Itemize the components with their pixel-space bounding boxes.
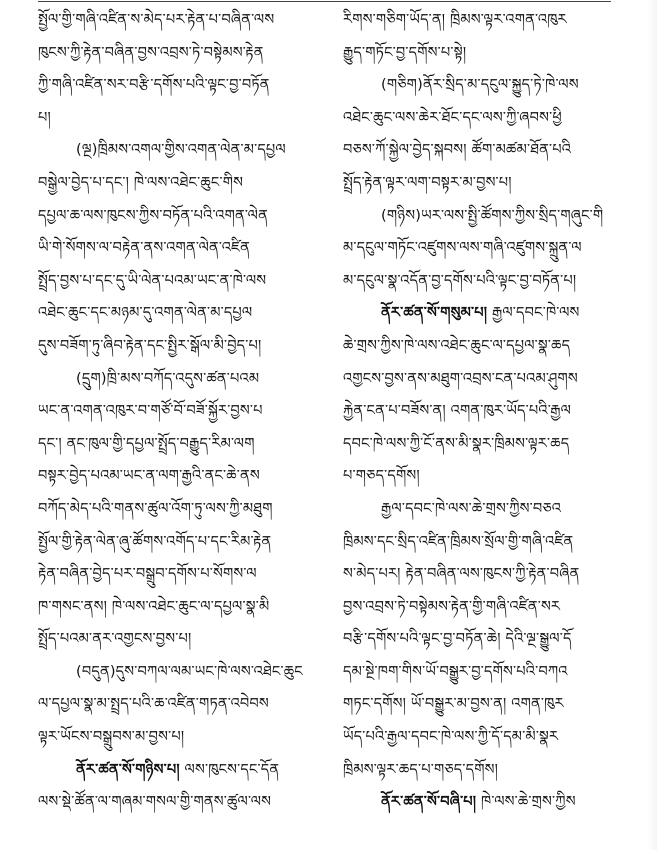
text-line: ཡང་ན་འགན་འཁུར་བ་གཙོ་བོ་བཟོ་སྐྱོར་བྱས་པ [38, 403, 263, 420]
text-line: བསྒྱེལ་བྱེད་པ་དང་། ཁེ་ལས་འཐེང་ཆུང་གིས [38, 174, 244, 191]
text-line: འགྱངས་བྱས་ནས་མཐུག་འབྲས་ངན་པའམ་ཤུགས [343, 370, 578, 387]
text-line: ལས་སྡེ་ཚོན་ལ་གཞམ་གསལ་གྱི་གནས་ཚུལ་ལས [38, 794, 272, 811]
article-heading: ནོར་ཚན་སོ་བཞི་པ། [381, 794, 477, 811]
text-line: འཐེང་ཆུང་དང་མཉམ་དུ་འགན་ལེན་མ་དཔྱལ [38, 305, 253, 322]
text-line: རྟེན་བཞིན་བྱེད་པར་བསྒྲུབ་དགོས་པ་སོགས་ལ [38, 566, 257, 583]
text-line: སྤྲོད་པའམ་ནར་འགྱངས་བྱས་པ། [38, 631, 192, 648]
text-line: ལྟར་ཡོངས་བསྒྲུབས་མ་བྱས་པ། [38, 729, 185, 746]
text-line: སྤྲོད་བྱས་པ་དང་དུ་ཡི་ལེན་པའམ་ཡང་ན་ཁེ་ལས [38, 272, 267, 289]
text-line: (དྲུག)ཁྲི་མས་བཀོད་འདུས་ཚན་པའམ [76, 370, 260, 387]
text-line: འཐེང་ཆུང་ལས་ཆེར་ཐོང་དང་ལས་ཀྱི་ཞབས་ཕྱི [343, 109, 562, 126]
text-line [38, 754, 309, 787]
text-line: བཀོད་མེད་པའི་གནས་ཚུལ་འོག་ཏུ་ལས་ཀྱི་མཐུག [38, 500, 273, 517]
text-line: བྱས་འབྲས་ཏེ་བསྟེམས་རྟེན་གྱི་གཞི་འཛིན་སར [343, 598, 561, 615]
text-line: མ་དངུལ་གཏོང་འཛུགས་ལས་གཞི་འཛུགས་སྐྲུན་ལ [343, 240, 582, 257]
text-line: (བདུན)དུས་བཀལ་ལམ་ཡང་ཁེ་ལས་འཐེང་ཆུང [76, 663, 303, 680]
text-line: པ་གཅད་དགོས། [343, 468, 420, 485]
text-line: (གཅིག)ནོར་སྲིད་མ་དངུལ་སྐྱུད་ཏེ་ཁེ་ལས [381, 77, 579, 94]
text-line [343, 786, 611, 819]
text-line: ཡོད་པའི་རྒྱལ་དབང་ཁེ་ལས་ཀྱི་དོ་དམ་མི་སྣར [343, 729, 559, 746]
text-line: ཆེ་གྲས་ཀྱིས་ཁེ་ལས་འཐེང་ཆུང་ལ་དཔྱལ་སྣ་ཆད [343, 337, 571, 354]
text-line: ཀྱི་གཞི་འཛིན་སར་བརྩི་དགོས་པའི་ལྟང་བྱ་བཏོན [38, 77, 270, 94]
text-line: བརྩི་དགོས་པའི་ལྟང་བྱ་བཏོན་ཆེ། དེའི་ལྔ་སྒྱུལ་དོ [343, 631, 572, 648]
text-line: གཏང་དགོས། ཡོ་བསྒྱུར་མ་བྱས་ན། འགན་ཁུར [343, 696, 564, 713]
text-line [343, 297, 611, 330]
text-line: ལ་དཔྱལ་སྣ་མ་སྤྲད་པའི་ཆ་འཛིན་གཏན་འབེབས [38, 696, 269, 713]
article-text: ལས་ཁུངས་དང་དོན [179, 761, 280, 778]
text-line: རྒྱལ་དབང་ཁེ་ལས་ཆེ་གྲས་ཀྱིས་བཅའ [381, 500, 562, 517]
text-line: རྐྱེན་ངན་པ་བཟོས་ན། འགན་ཁུར་ཡོད་པའི་རྒྱལ [343, 403, 572, 420]
text-line: བཅས་ཀོ་སྐྱེལ་བྱེད་སྐབས། ཚོག་མཚམ་ཐོན་པའི [343, 142, 572, 159]
article-text: ཁེ་ལས་ཆེ་གྲས་ཀྱིས [476, 794, 576, 811]
text-line: ས་མེད་པར། རྟེན་བཞིན་ལས་ཁུངས་ཀྱི་རྟེན་བཞིན [343, 566, 580, 583]
text-line: (གཉིས)ཡར་ལས་སྤྱི་ཚོགས་ཀྱིས་སྲིད་གཞུང་གི [381, 207, 604, 224]
text-line: ཁྲིམས་ལྟར་ཆད་པ་གཅད་དགོས། [343, 761, 499, 778]
text-line: དབང་ཁེ་ལས་ཀྱི་ངོ་ནས་མི་སྣར་ཁྲིམས་ལྟར་ཆད [343, 435, 570, 452]
text-line: སྤྲོད་རྟེན་ལྟར་ལག་བསྟར་མ་བྱས་པ། [343, 174, 512, 191]
left-column [38, 4, 309, 819]
text-line: ཡི་གེ་སོགས་ལ་བརྟེན་ནས་འགན་ལེན་འཛིན [38, 240, 250, 257]
text-line: དུས་བཟོག་ཏུ་ཞིབ་རྟེན་དང་སྤྱིར་སྒོལ་མི་བྱེད་པ། [38, 337, 262, 354]
article-text: རྒྱལ་དབང་ཁེ་ལས [487, 305, 580, 322]
text-line: བསྟར་བྱེད་པའམ་ཡང་ན་ལག་རྒྱའི་ནང་ཆེ་ནས [38, 468, 260, 485]
text-line: (ལྔ)ཁྲིམས་འགལ་གྱིས་འགན་ལེན་མ་དཔྱལ [76, 142, 286, 159]
text-line: རྒྱུད་གཏོང་བྱ་དགོས་པ་སྟེ། [343, 44, 467, 61]
top-rule [38, 1, 611, 2]
text-line: དམ་སྔེ་ཁག་གིས་ཡོ་བསྒྱུར་བྱ་དགོས་པའི་བཀའ [343, 663, 568, 680]
text-line: རིགས་གཅིག་ཡོད་ན། ཁྲིམས་ལྟར་འགན་འཁུར [343, 12, 567, 28]
text-line: དང་། ནང་ཁུལ་གྱི་དཔྱལ་སྤྲོད་བརྒྱུད་རིམ་ལག [38, 435, 255, 452]
text-line: ཁྲིམས་དང་སྲིད་འཛིན་ཁྲིམས་སྲོལ་གྱི་གཞི་འཛིན [343, 533, 574, 550]
right-column [343, 4, 611, 819]
text-line: ཁུངས་ཀྱི་རྟེན་བཞིན་བྱས་འབྲས་ཏེ་བསྟེམས་རྟེན [38, 44, 264, 61]
text-line: དཔྱལ་ཆ་ལས་ཁུངས་ཀྱིས་བཏོན་པའི་འགན་ལེན [38, 207, 268, 224]
article-heading: ནོར་ཚན་སོ་གསུམ་པ། [381, 305, 488, 322]
text-line: ཁ་གསང་ནས། ཁེ་ལས་འཐེང་ཆུང་ལ་དཔྱལ་སྣ་མི [38, 598, 270, 615]
article-heading: ནོར་ཚན་སོ་གཉིས་པ། [76, 761, 180, 778]
text-line: སྤྱོལ་གྱི་གཞི་འཛིན་ས་མེད་པར་རྟེན་པ་བཞིན་ལས [38, 12, 275, 28]
page-edge-shadow [647, 0, 657, 850]
text-line: སྤྱོལ་གྱི་རྟེན་ལེན་ཞུ་ཚོགས་འགོད་པ་དང་རིམ་རྟེན [38, 533, 272, 550]
text-line: མ་དངུལ་སྣ་འདོན་བྱ་དགོས་པའི་ལྟང་བྱ་བཏོན་པ། [343, 272, 577, 289]
text-line: པ། [38, 109, 51, 126]
